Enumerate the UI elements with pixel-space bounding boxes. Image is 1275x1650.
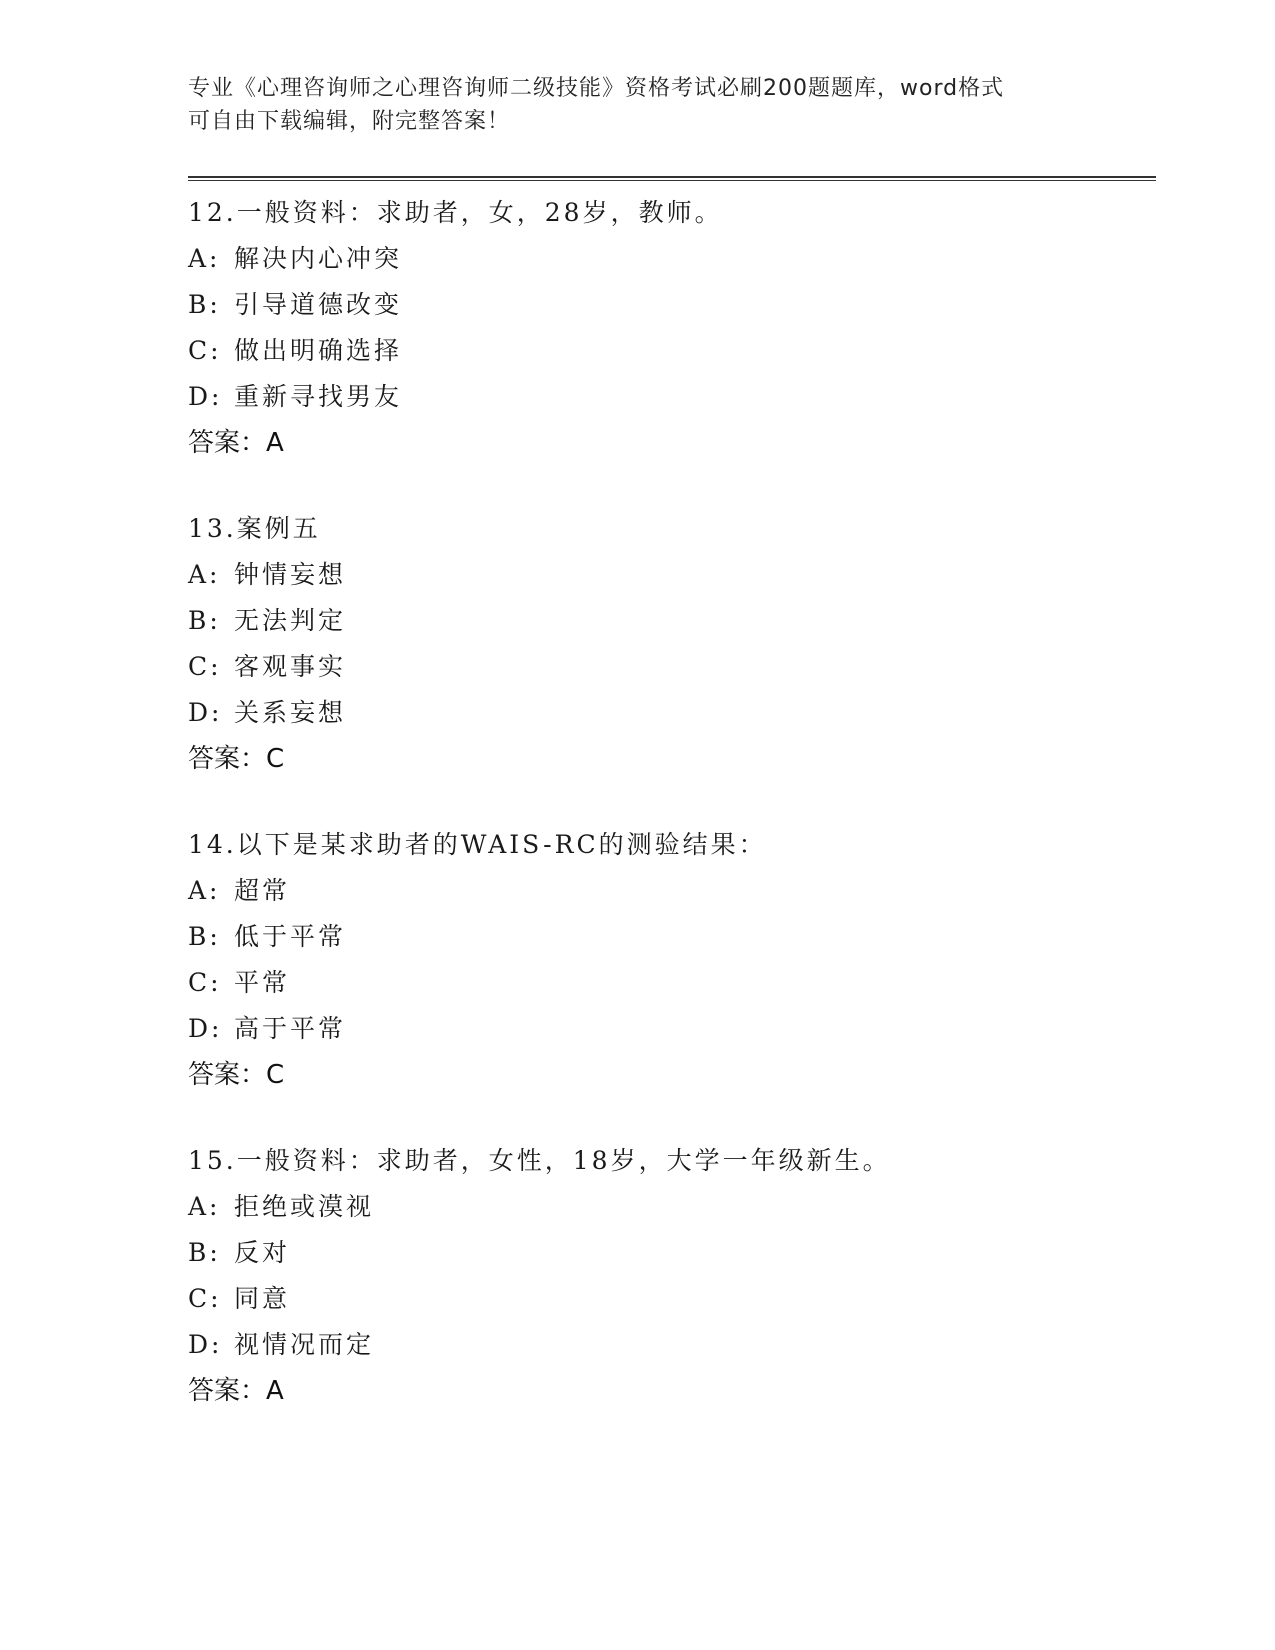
question-title: 13.案例五 [188,514,321,543]
option-key: A: [188,244,221,273]
option-key: C: [188,1284,222,1313]
option-key: D: [188,1330,223,1359]
option-key: A: [188,876,221,905]
option-key: D: [188,698,223,727]
option-c [188,1276,1156,1322]
answer-label: 答案：C [188,744,285,774]
option-key: B: [188,1238,221,1267]
header-divider [188,176,1156,181]
question-title: 14.以下是某求助者的WAIS-RC的测验结果： [188,830,767,859]
option-d [188,1006,1156,1052]
option-d [188,690,1156,736]
header-line-1: 专业《心理咨询师之心理咨询师二级技能》资格考试必刷200题题库，word格式 [188,76,1005,101]
option-key: B: [188,922,221,951]
option-key: C: [188,336,222,365]
option-a [188,868,1156,914]
option-text: 视情况而定 [234,1330,375,1359]
option-key: C: [188,652,222,681]
option-text: 客观事实 [234,652,347,681]
option-key: D: [188,382,223,411]
option-text: 钟情妄想 [234,560,347,589]
option-text: 同意 [234,1284,291,1313]
question-13 [188,506,1156,782]
option-key: C: [188,968,222,997]
option-a [188,1184,1156,1230]
option-text: 超常 [234,876,291,905]
option-key: D: [188,1014,223,1043]
option-key: A: [188,1192,221,1221]
option-text: 平常 [234,968,291,997]
option-c [188,960,1156,1006]
option-text: 拒绝或漠视 [234,1192,375,1221]
option-text: 反对 [234,1238,291,1267]
option-key: A: [188,560,221,589]
question-14 [188,822,1156,1098]
option-c [188,328,1156,374]
answer-label: 答案：A [188,428,284,458]
option-a [188,552,1156,598]
option-key: B: [188,290,221,319]
option-b [188,914,1156,960]
option-text: 低于平常 [234,922,347,951]
option-key: B: [188,606,221,635]
option-text: 重新寻找男友 [234,382,403,411]
option-b [188,598,1156,644]
option-text: 做出明确选择 [234,336,403,365]
question-title: 15.一般资料：求助者，女性，18岁，大学一年级新生。 [188,1146,891,1175]
document-header [188,72,1088,138]
answer-label: 答案：A [188,1376,284,1406]
question-12 [188,190,1156,466]
question-15 [188,1138,1156,1414]
question-list [188,190,1156,1454]
option-text: 无法判定 [234,606,347,635]
header-line-2: 可自由下载编辑，附完整答案！ [188,109,511,134]
option-text: 解决内心冲突 [234,244,403,273]
option-text: 引导道德改变 [234,290,403,319]
option-a [188,236,1156,282]
option-d [188,1322,1156,1368]
option-c [188,644,1156,690]
option-text: 高于平常 [234,1014,347,1043]
answer-label: 答案：C [188,1060,285,1090]
option-b [188,1230,1156,1276]
question-title: 12.一般资料：求助者，女，28岁，教师。 [188,198,723,227]
option-d [188,374,1156,420]
option-b [188,282,1156,328]
option-text: 关系妄想 [234,698,347,727]
